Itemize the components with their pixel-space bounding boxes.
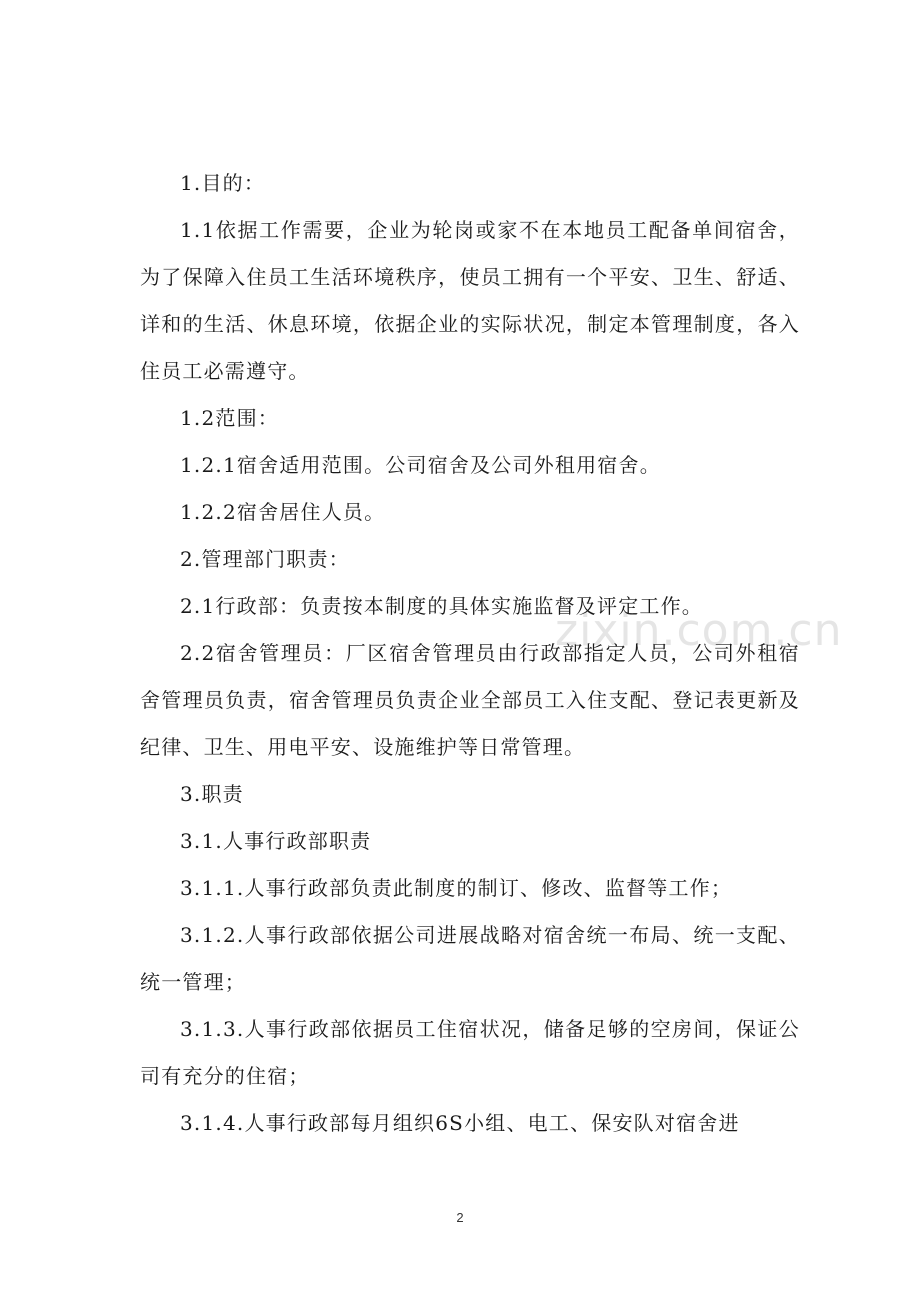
paragraph: 2.2宿舍管理员：厂区宿舍管理员由行政部指定人员，公司外租宿舍管理员负责，宿舍管理员负责企业全部员工入住支配、登记表更新及纪律、卫生、用电平安、设施维护等日常管理。: [140, 641, 800, 759]
paragraph: 3.职责: [180, 782, 244, 806]
document-body: [140, 160, 800, 1147]
paragraph: 3.1.人事行政部职责: [180, 829, 372, 853]
paragraph: 1.2范围：: [180, 406, 280, 430]
paragraph: 1.1依据工作需要，企业为轮岗或家不在本地员工配备单间宿舍，为了保障入住员工生活环境秩序，使员工拥有一个平安、卫生、舒适、详和的生活、休息环境，依据企业的实际状况，制定本管理制度，各入住员工必需遵守。: [140, 218, 800, 383]
paragraph: 3.1.1.人事行政部负责此制度的制订、修改、监督等工作；: [180, 876, 733, 900]
paragraph: 1.2.1宿舍适用范围。公司宿舍及公司外租用宿舍。: [180, 453, 661, 477]
paragraph: 3.1.4.人事行政部每月组织6S小组、电工、保安队对宿舍进: [180, 1111, 740, 1135]
paragraph: 1.2.2宿舍居住人员。: [180, 500, 386, 524]
paragraph: 3.1.2.人事行政部依据公司进展战略对宿舍统一布局、统一支配、统一管理；: [140, 923, 800, 994]
paragraph: 2.1行政部：负责按本制度的具体实施监督及评定工作。: [180, 594, 704, 618]
watermark: zixin.com.cn: [555, 605, 843, 656]
paragraph: 2.管理部门职责：: [180, 547, 350, 571]
page-number: 2: [456, 1210, 464, 1225]
paragraph: 3.1.3.人事行政部依据员工住宿状况，储备足够的空房间，保证公司有充分的住宿；: [140, 1017, 800, 1088]
paragraph: 1.目的：: [180, 171, 266, 195]
